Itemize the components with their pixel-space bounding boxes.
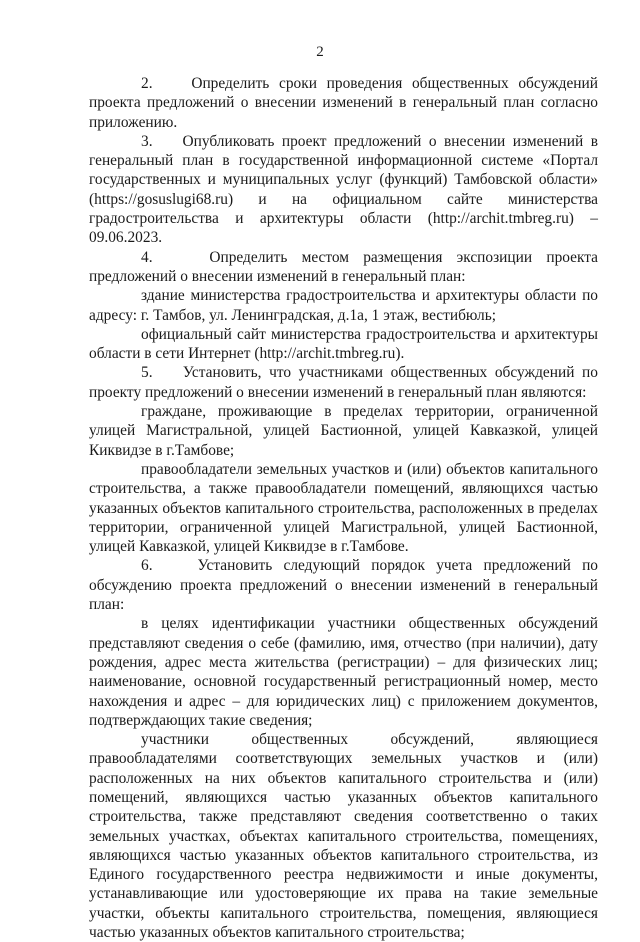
paragraph-identification: в целях идентификации участники общественных обсуждений представляют сведения о себе (фамилию, имя, отчество (при наличии), дату рождения, адрес места жительства (регистрации) – для физических лиц; наименование, основной государственный регистрационный номер, место нахождения и адрес – для юридических лиц) с приложением документов, подтверждающих такие сведения; xyxy=(89,615,598,729)
paragraph-exposition-building: здание министерства градостроительства и архитектуры области по адресу: г. Тамбов, ул. Ленинградская, д.1а, 1 этаж, вестибюль; xyxy=(89,287,598,324)
paragraph-exposition-website: официальный сайт министерства градостроительства и архитектуры области в сети Интернет (http://archit.tmbreg.ru). xyxy=(89,325,598,363)
paragraph-item-5: 5. Установить, что участниками общественных обсуждений по проекту предложений о внесении изменений в генеральный план являются: xyxy=(89,364,598,401)
paragraph-item-6: 6. Установить следующий порядок учета предложений по обсуждению проекта предложений о внесении изменений в генеральный план: xyxy=(89,557,598,614)
document-body xyxy=(89,74,598,942)
paragraph-item-4: 4. Определить местом размещения экспозиции проекта предложений о внесении изменений в генеральный план: xyxy=(89,248,598,285)
paragraph-item-3: 3. Опубликовать проект предложений о внесении изменений в генеральный план в государственной информационной системе «Портал государственных и муниципальных услуг (функций) Тамбовской области» (https://gosuslugi68.ru) и на официальном сайте министерства градостроительства и архитектуры области (http://archit.tmbreg.ru) – 09.06.2023. xyxy=(89,132,598,247)
paragraph-participants-rightholders: правообладатели земельных участков и (или) объектов капитального строительства, а также правообладатели помещений, являющихся частью указанных объектов капитального строительства, расположенных в пределах территории, ограниченной улицей Магистральной, улицей Бастионной, улицей Кавказкой, улицей Киквидзе в г.Тамбове. xyxy=(89,460,598,556)
paragraph-rightholder-documents: участники общественных обсуждений, являющиеся правообладателями соответствующих земельных участков и (или) расположенных на них объектов капитального строительства и (или) помещений, являющихся частью указанных объектов капитального строительства, также представляют сведения соответственно о таких земельных участках, объектах капитального строительства, помещениях, являющихся частью указанных объектов капитального строительства, из Единого государственного реестра недвижимости и иные документы, устанавливающие или удостоверяющие их права на такие земельные участки, объекты капитального строительства, помещения, являющиеся частью указанных объектов капитального строительства; xyxy=(89,731,598,942)
paragraph-item-2: 2. Определить сроки проведения общественных обсуждений проекта предложений о внесении изменений в генеральный план согласно приложению. xyxy=(89,75,598,131)
page-number: 2 xyxy=(316,44,324,60)
paragraph-participants-citizens: граждане, проживающие в пределах территории, ограниченной улицей Магистральной, улицей Бастионной, улицей Кавказкой, улицей Киквидзе в г.Тамбове; xyxy=(89,403,598,459)
